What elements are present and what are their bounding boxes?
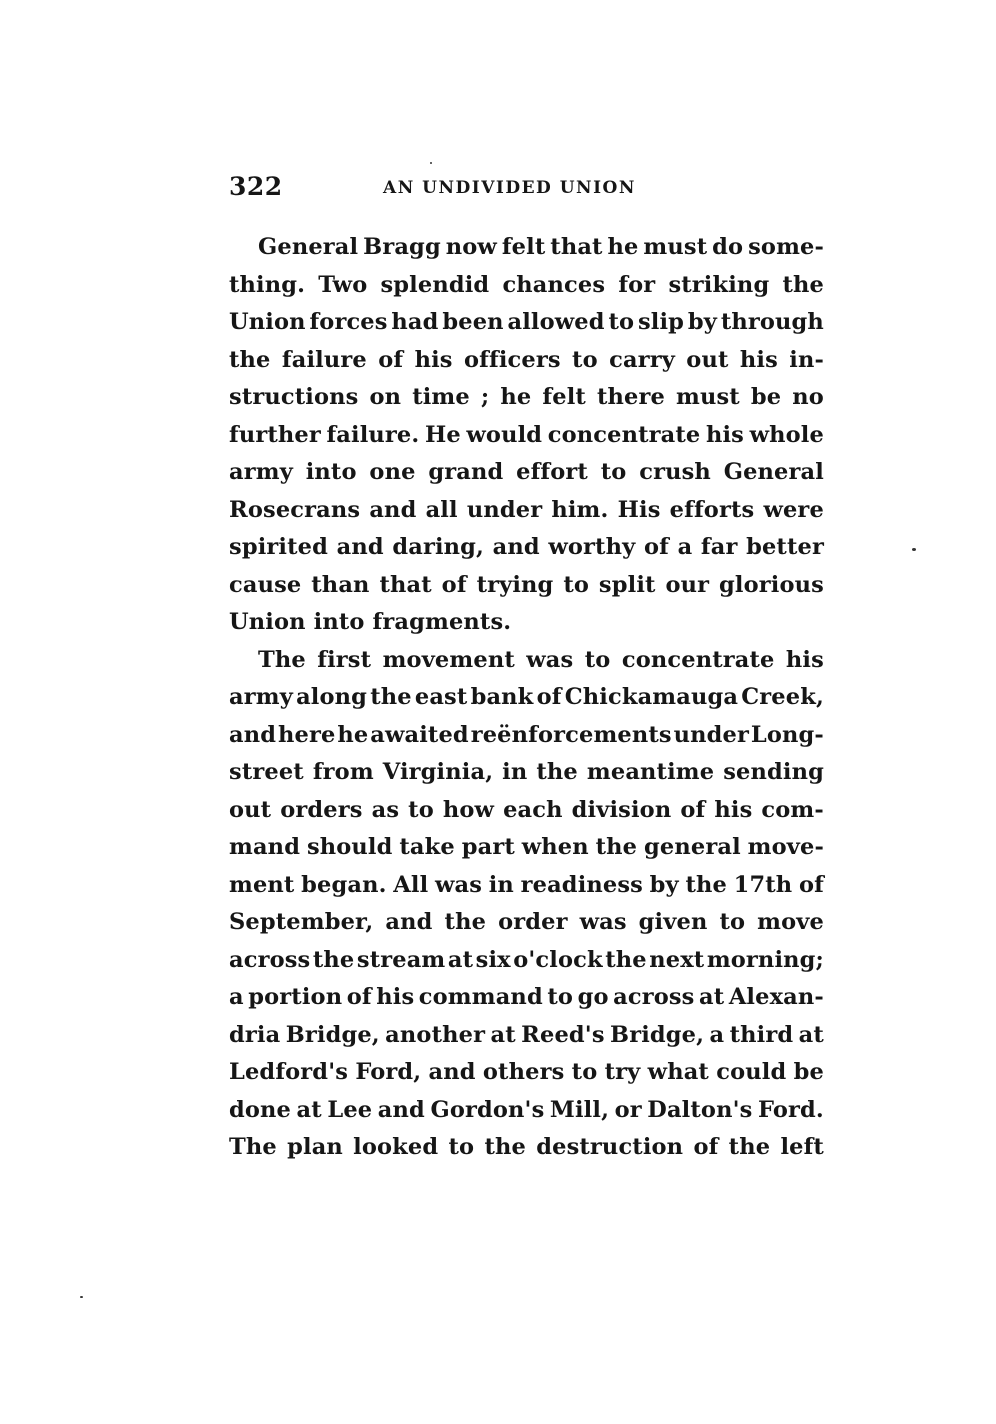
text-line: The first movement was to concentrate his [258, 646, 824, 673]
text-line: cause than that of trying to split our glorious [229, 571, 824, 598]
body-text [229, 229, 824, 1167]
text-line: Rosecrans and all under him. His efforts were [229, 496, 824, 523]
text-line: across the stream at six o'clock the next morning; [229, 946, 824, 973]
paper-speck [912, 548, 916, 551]
text-line: Union forces had been allowed to slip by through [229, 309, 824, 335]
paper-speck [80, 1296, 83, 1298]
text-line: done at Lee and Gordon's Mill, or Dalton's Ford. [229, 1096, 824, 1123]
text-line: spirited and daring, and worthy of a far better [229, 534, 824, 560]
page-number: 322 [229, 172, 283, 201]
text-line: a portion of his command to go across at Alexan- [229, 984, 824, 1010]
text-line: General Bragg now felt that he must do some- [258, 234, 824, 260]
text-line: out orders as to how each division of his com- [229, 796, 824, 823]
text-line: dria Bridge, another at Reed's Bridge, a third at [229, 1021, 824, 1048]
text-line: and here he awaited reënforcements under Long- [229, 721, 824, 748]
paragraph [229, 642, 824, 1167]
text-line: Ledford's Ford, and others to try what could be [229, 1059, 824, 1085]
page-header [229, 172, 829, 212]
text-line: the failure of his officers to carry out his in- [229, 346, 824, 373]
text-line: structions on time ; he felt there must be no [229, 384, 824, 410]
text-line: army into one grand effort to crush General [229, 459, 824, 485]
text-line: ment began. All was in readiness by the 17th of [229, 871, 824, 898]
text-line: The plan looked to the destruction of the left [229, 1134, 824, 1160]
running-title: AN UNDIVIDED UNION [383, 178, 636, 198]
text-line: further failure. He would concentrate his whole [229, 421, 824, 448]
text-line: Union into fragments. [229, 609, 512, 635]
text-line: thing. Two splendid chances for striking the [229, 271, 824, 298]
paragraph [229, 229, 824, 642]
text-line: street from Virginia, in the meantime sending [229, 759, 824, 785]
text-line: September, and the order was given to move [229, 909, 824, 935]
text-line: army along the east bank of Chickamauga Creek, [229, 684, 824, 710]
paper-speck [430, 162, 432, 164]
text-line: mand should take part when the general move- [229, 834, 824, 860]
